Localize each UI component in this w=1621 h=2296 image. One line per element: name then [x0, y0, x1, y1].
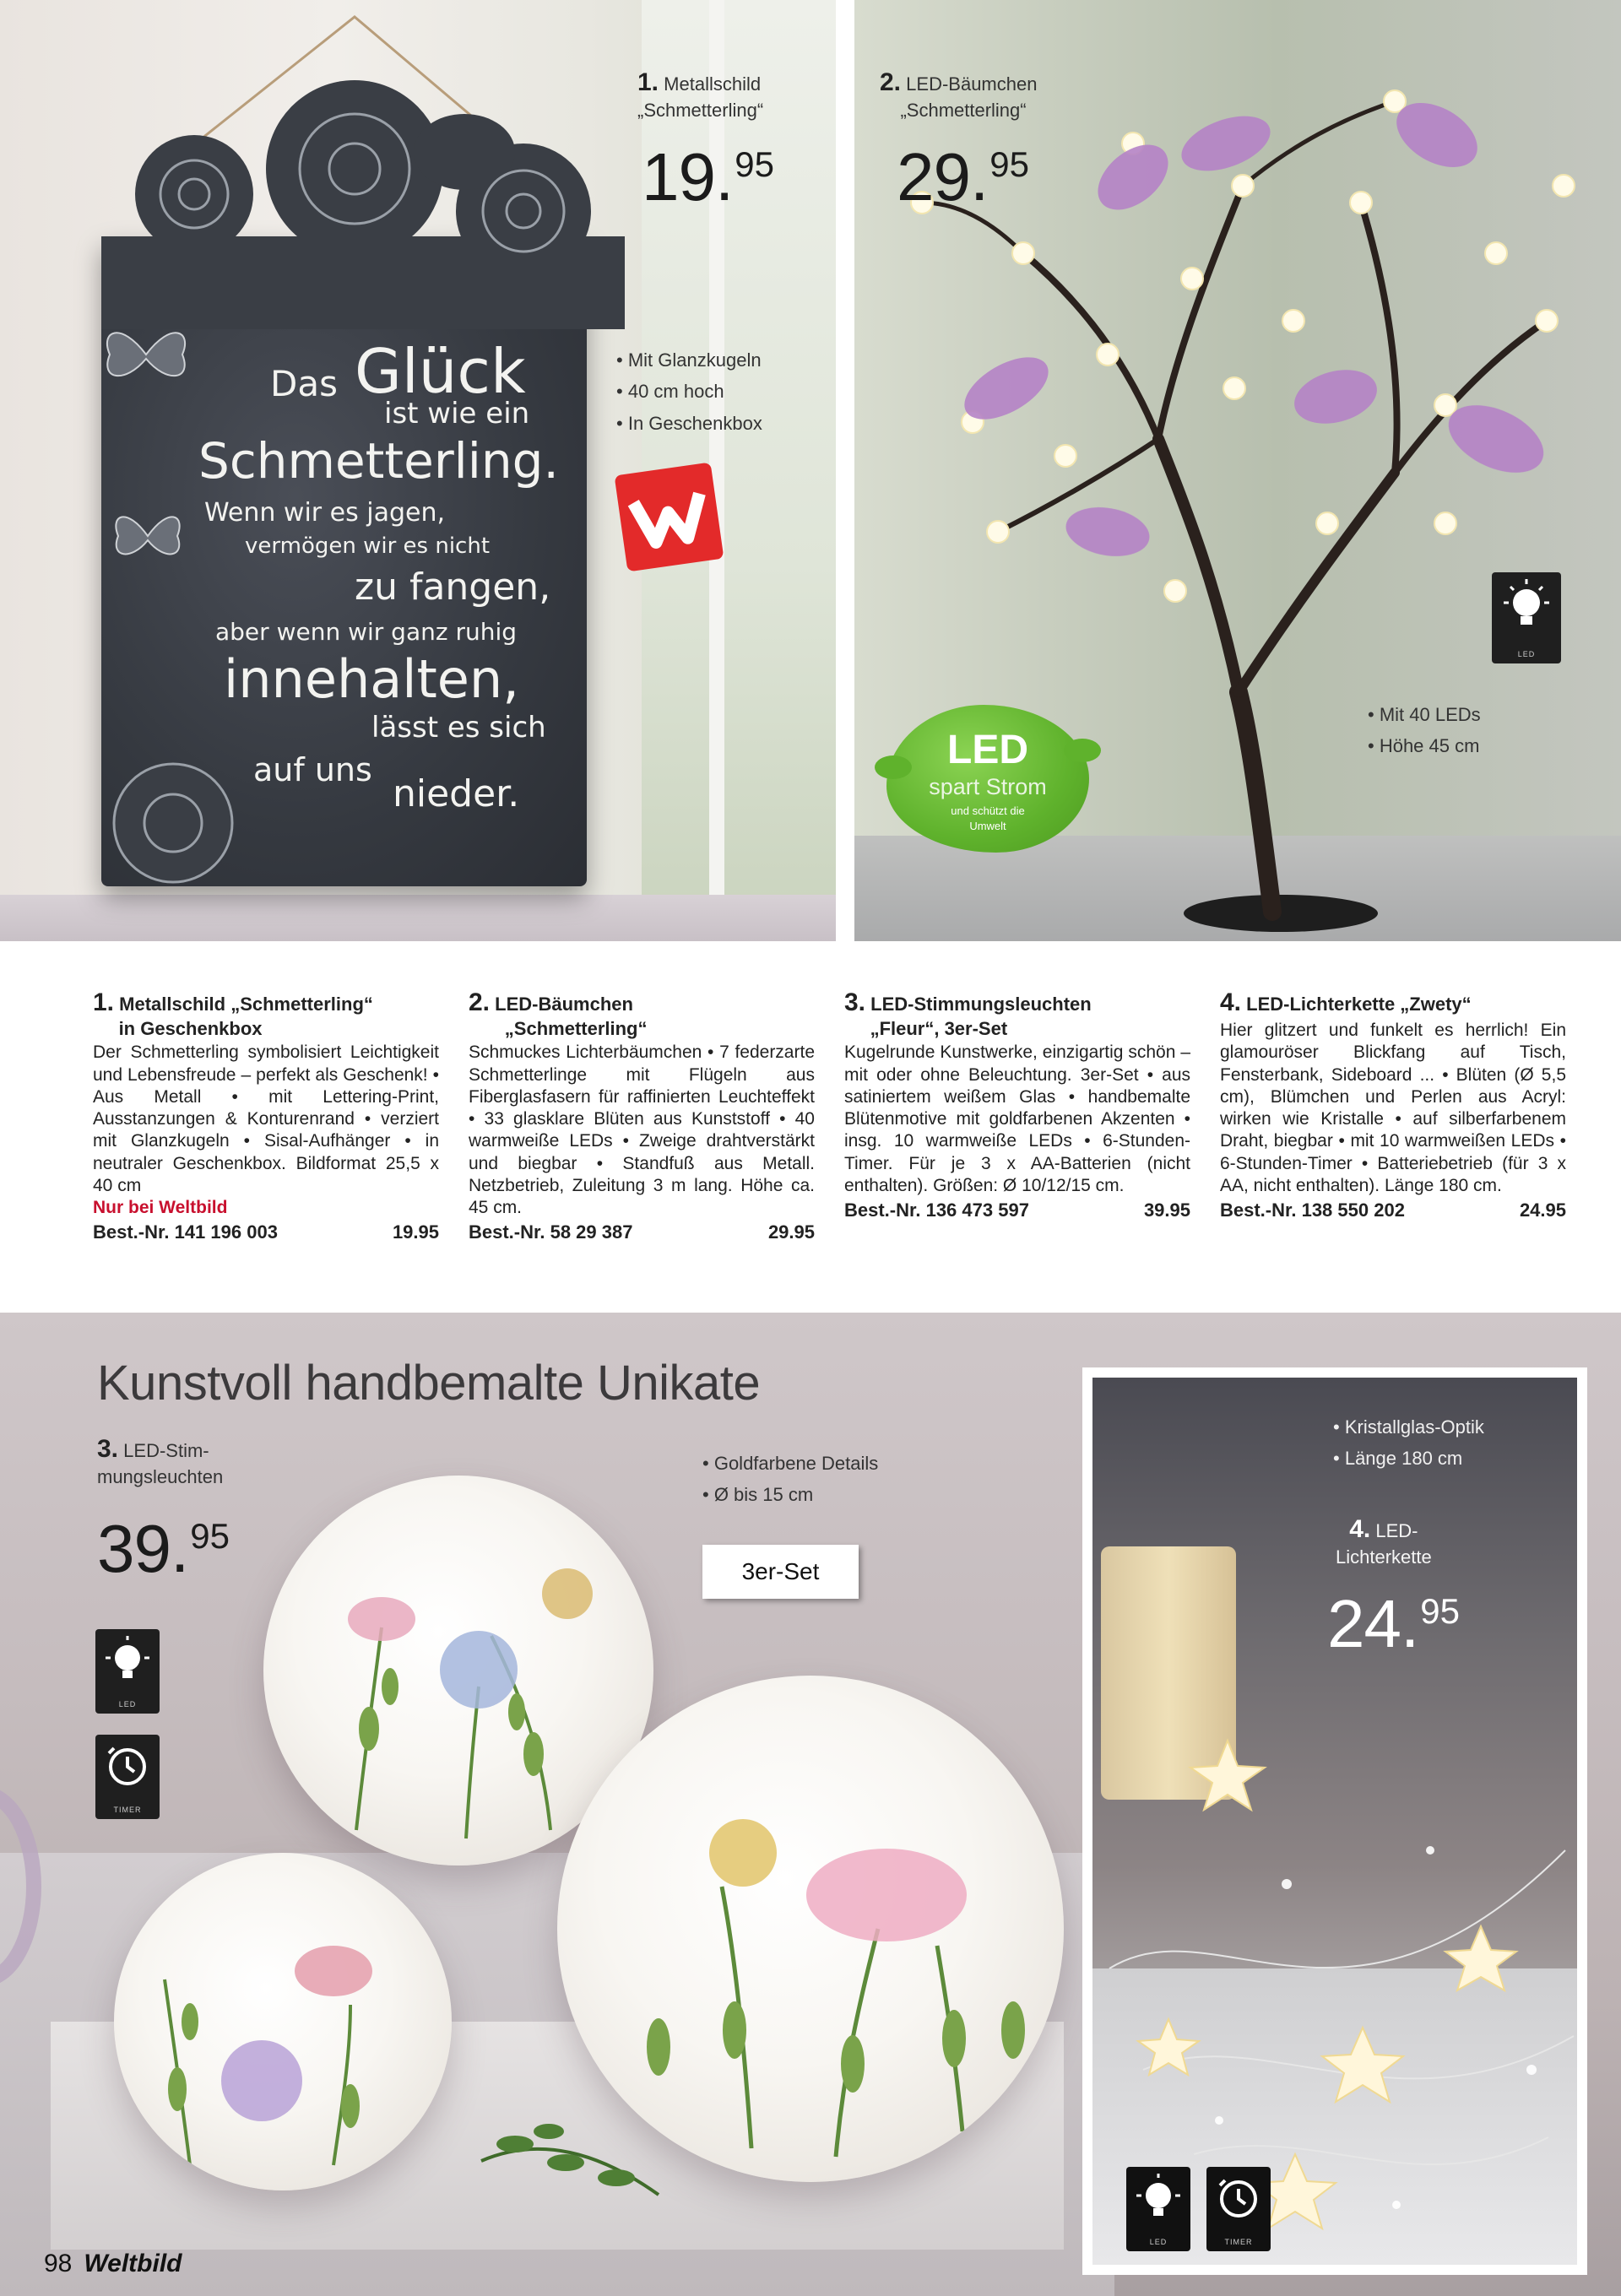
led-badge-title: LED [947, 728, 1028, 772]
led-icon: LED [1492, 572, 1561, 663]
features-product-3: • Goldfarbene Details • Ø bis 15 cm [702, 1448, 878, 1511]
label-product-2: 2. LED-Bäumchen „Schmetterling“ [880, 68, 1038, 121]
sign-line-3: ist wie ein [384, 397, 530, 430]
order-line-product-3: Best.-Nr. 136 473 597 39.95 [844, 1199, 1190, 1221]
sign-line-10: lässt es sich [371, 711, 546, 745]
sign-line-11: auf uns [253, 751, 372, 788]
label-product-4: 4. LED- Lichterkette [1336, 1515, 1432, 1568]
description-product-2: 2. LED-Bäumchen „Schmetterling“ Schmuckes Lichterbäumchen • 7 federzarte Schmetterlinge mit Flügeln aus Fiberglasfasern für raffinierten Leuchteffekt • 33 glasklare Blüten aus Kunststoff • 40 warmweiße LEDs • Zweige drahtverstärkt und biegbar • Standfuß aus Metall. Netzbetrieb, Zuleitung 3 m lang. Höhe ca. 45 cm. Best.-Nr. 58 29 387 29.95 [469, 988, 815, 1243]
led-badge-line1: spart Strom [929, 774, 1047, 799]
features-product-2: • Mit 40 LEDs • Höhe 45 cm [1368, 699, 1481, 762]
glass-globe-small [114, 1853, 452, 2190]
sign-line-7: zu fangen, [355, 566, 551, 609]
order-line-product-1: Best.-Nr. 141 196 003 19.95 [93, 1221, 439, 1243]
flower-cutout-decoration [101, 76, 625, 329]
footer-brand: Weltbild [84, 2250, 182, 2277]
photo-led-baeumchen [854, 0, 1621, 941]
sign-line-9: innehalten, [224, 648, 519, 710]
order-line-product-2: Best.-Nr. 58 29 387 29.95 [469, 1221, 815, 1243]
order-line-product-4: Best.-Nr. 138 550 202 24.95 [1220, 1199, 1566, 1221]
led-badge-line2: und schützt die [951, 804, 1025, 817]
description-product-1: 1. Metallschild „Schmetterling“ in Geschenkbox Der Schmetterling symbolisiert Leichtigkeit und Lebensfreude – perfekt als Geschenk! • Aus Metall • mit Lettering-Print, Ausstanzungen & Konturenrand • verziert mit Glanzkugeln • Sisal-Aufhänger • in neutraler Geschenkbox. Bildformat 25,5 x 40 cm Nur bei Weltbild Best.-Nr. 141 196 003 19.95 [93, 988, 439, 1243]
led-saves-energy-badge [886, 705, 1089, 853]
description-product-4: 4. LED-Lichterkette „Zwety“ Hier glitzert und funkelt es herrlich! Ein glamouröser Blickfang auf Tisch, Fensterbank, Sideboard ... • Blüten (Ø 5,5 cm), Blümchen und Perlen aus Acryl: wirken wie Kristalle • auf silberfarbenem Draht, biegbar • mit 10 warmweißen LEDs • 6-Stunden-Timer • Batteriebetrieb (für 3 x AA, nicht enthalten). Länge 180 cm. Best.-Nr. 138 550 202 24.95 [1220, 988, 1566, 1221]
photo-lichterkette [1082, 1367, 1587, 2275]
page-footer [44, 2250, 182, 2278]
led-icon: LED [1126, 2167, 1190, 2251]
features-product-1: • Mit Glanzkugeln • 40 cm hoch • In Geschenkbox [616, 344, 762, 439]
sign-line-1: Das [270, 363, 338, 404]
led-badge-line3: Umwelt [969, 820, 1006, 832]
price-product-2: 29.95 [897, 139, 1029, 214]
butterfly-icon [110, 506, 186, 566]
price-product-1: 19.95 [642, 139, 774, 214]
butterfly-icon [100, 321, 192, 388]
window-sill [0, 895, 836, 941]
label-product-3: 3. LED-Stim- mungsleuchten [97, 1435, 224, 1487]
sign-line-6: vermögen wir es nicht [245, 533, 491, 559]
led-icon: LED [95, 1629, 160, 1714]
price-product-4: 24.95 [1327, 1586, 1460, 1661]
set-badge: 3er-Set [702, 1545, 859, 1599]
flower-cutout-bottom [106, 755, 241, 891]
green-sprig [464, 2085, 675, 2237]
features-product-4: • Kristallglas-Optik • Länge 180 cm [1333, 1411, 1484, 1475]
timer-icon: TIMER [95, 1735, 160, 1819]
description-product-3: 3. LED-Stimmungsleuchten „Fleur“, 3er-Set Kugelrunde Kunstwerke, einzigartig schön – mit oder ohne Beleuchtung. 3er-Set • aus satiniertem weißem Glas • handbemalte Blütenmotive mit goldfarbenen Akzenten • insg. 10 warmweiße LEDs • 6-Stunden-Timer. Für je 3 x AA-Batterien (nicht enthalten). Größen: Ø 10/12/15 cm. Best.-Nr. 136 473 597 39.95 [844, 988, 1190, 1221]
section-heading: Kunstvoll handbemalte Unikate [97, 1356, 761, 1411]
sign-line-2: Glück [355, 336, 526, 407]
sign-line-12: nieder. [393, 772, 520, 815]
sign-line-5: Wenn wir es jagen, [204, 498, 446, 528]
crystal-light-chain [1092, 1378, 1577, 2265]
sign-line-4: Schmetterling. [198, 432, 559, 490]
label-product-1: 1. Metallschild „Schmetterling“ [637, 68, 764, 121]
photo-metallschild [0, 0, 836, 941]
page-number: 98 [44, 2250, 73, 2277]
sign-line-8: aber wenn wir ganz ruhig [215, 618, 518, 646]
timer-icon: TIMER [1206, 2167, 1271, 2251]
exclusive-note: Nur bei Weltbild [93, 1198, 228, 1218]
price-product-3: 39.95 [97, 1511, 230, 1586]
lavender-wreath [0, 1785, 68, 1988]
weltbild-logo [615, 463, 724, 572]
